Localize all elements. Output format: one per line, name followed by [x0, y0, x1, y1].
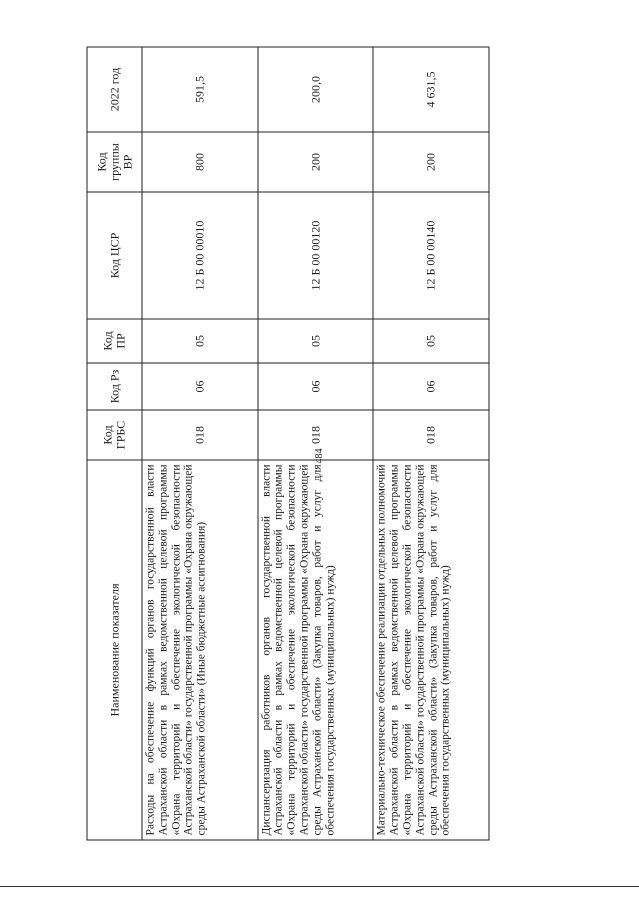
- row-amount: 200,0: [257, 47, 373, 132]
- header-year: 2022 год: [87, 47, 142, 132]
- row-amount: 4 631,5: [373, 47, 489, 132]
- header-grbs: Код ГРБС: [87, 410, 142, 460]
- header-csr: Код ЦСР: [87, 192, 142, 319]
- row-grbs: 018: [373, 410, 489, 460]
- bottom-divider: [0, 886, 639, 887]
- row-vr: 200: [257, 132, 373, 192]
- row-name: Материально-техническое обеспечение реализации отдельных полномочий Астраханской области в рамках ведомственной целевой программы «Охрана территорий и обеспечение экологической безопасности Астраханской области» государственной программы «Охрана окружающей среды Астраханской области» (Закупка товаров, работ и услуг для обеспечения государственных (муниципальных) нужд): [373, 460, 489, 840]
- row-pr: 05: [257, 319, 373, 363]
- table-header-row: [87, 47, 142, 840]
- row-vr: 800: [142, 132, 258, 192]
- row-rz: 06: [373, 363, 489, 410]
- row-pr: 05: [142, 319, 258, 363]
- page-number: 484: [314, 448, 325, 464]
- row-amount: 591,5: [142, 47, 258, 132]
- row-csr: 12 Б 00 00010: [142, 192, 258, 319]
- header-name: Наименование показателя: [87, 460, 142, 840]
- row-grbs: 018: [142, 410, 258, 460]
- row-rz: 06: [142, 363, 258, 410]
- header-rz: Код Рз: [87, 363, 142, 410]
- table-row: [257, 47, 373, 840]
- row-grbs: 018: [257, 410, 373, 460]
- row-pr: 05: [373, 319, 489, 363]
- row-vr: 200: [373, 132, 489, 192]
- row-rz: 06: [257, 363, 373, 410]
- budget-table: [86, 46, 489, 840]
- row-name: Диспансеризация работников органов государственной власти Астраханской области в рамках ведомственной целевой программы «Охрана территорий и обеспечение экологической безопасности Астраханской области» государственной программы «Охрана окружающей среды Астраханской области» (Закупка товаров, работ и услуг для обеспечения государственных (муниципальных) нужд): [257, 460, 373, 840]
- header-vr: Код группы ВР: [87, 132, 142, 192]
- header-pr: Код ПР: [87, 319, 142, 363]
- table-row: [373, 47, 489, 840]
- row-csr: 12 Б 00 00140: [373, 192, 489, 319]
- row-csr: 12 Б 00 00120: [257, 192, 373, 319]
- row-name: Расходы на обеспечение функций органов государственной власти Астраханской области в рамках ведомственной целевой программы «Охрана территорий и обеспечение экологической безопасности Астраханской области» государственной программы «Охрана окружающей среды Астраханской области» (Иные бюджетные ассигнования): [142, 460, 258, 840]
- table-row: [142, 47, 258, 840]
